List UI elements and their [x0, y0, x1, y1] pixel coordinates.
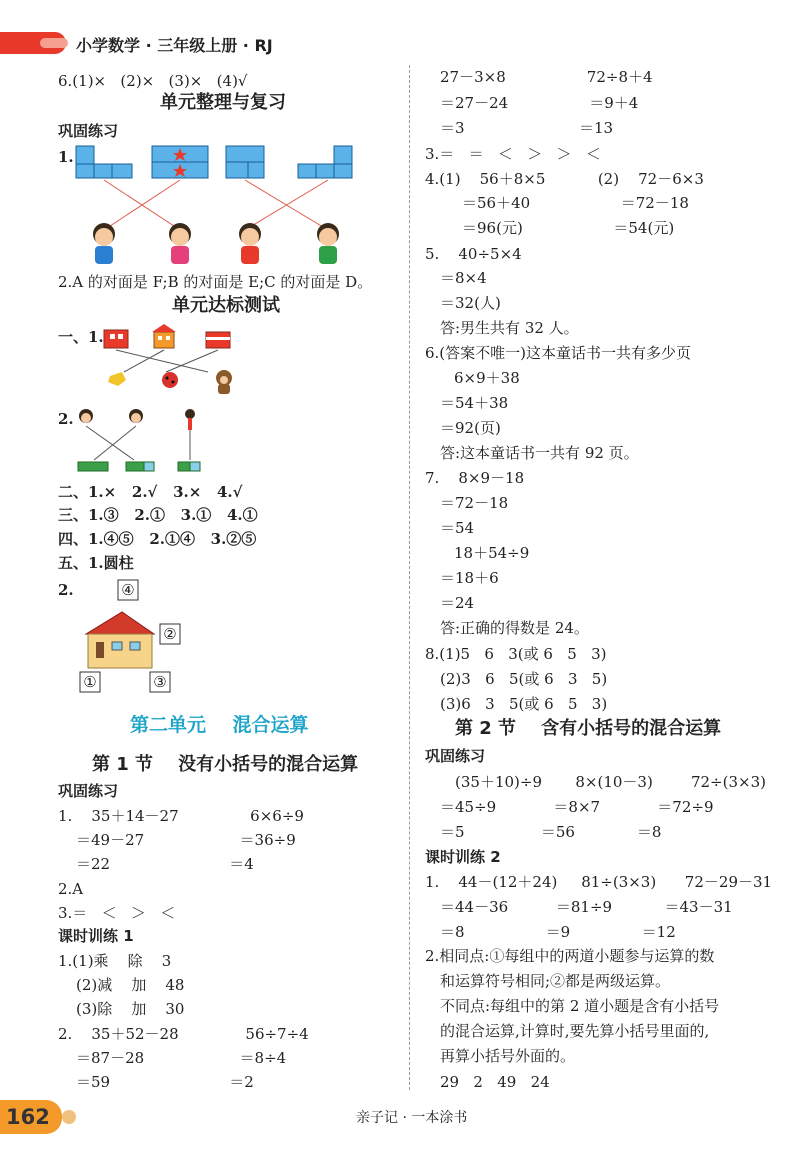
left-line: 巩固练习 [58, 122, 119, 140]
right-line: 答:这本童话书一共有 92 页。 [440, 444, 639, 462]
right-line: 第 2 节 含有小括号的混合运算 [455, 718, 722, 739]
left-line: 1. [58, 148, 74, 166]
right-line: 7. 8×9－18 [425, 469, 525, 487]
face-label-left: ① [83, 673, 97, 691]
page-number-accent [62, 1110, 76, 1124]
left-line: (3)除 加 30 [76, 1000, 185, 1018]
right-line: 6×9＋38 [454, 369, 520, 387]
left-line: 三、1.③ 2.① 3.① 4.① [58, 506, 258, 524]
header-accent-dot [40, 38, 68, 48]
right-line: 5. 40÷5×4 [425, 245, 522, 263]
right-line: 和运算符号相同;②都是两级运算。 [440, 972, 671, 990]
right-line: 27－3×8 72÷8＋4 [440, 68, 653, 86]
left-line: (2)减 加 48 [76, 976, 185, 994]
right-line: 答:男生共有 32 人。 [440, 319, 579, 337]
right-line: 的混合运算,计算时,要先算小括号里面的, [440, 1022, 710, 1040]
right-line: ＝92(页) [440, 419, 501, 437]
left-line: 一、1. [58, 328, 104, 346]
right-line: ＝8×4 [440, 269, 487, 287]
right-line: ＝72－18 [440, 494, 509, 512]
child-figures [93, 223, 339, 264]
figure-unit-test-2 [72, 406, 212, 474]
right-line: ＝54 [440, 519, 475, 537]
figure-unit-test-1 [100, 322, 260, 402]
left-line: 2.A [58, 880, 84, 898]
right-line: ＝18＋6 [440, 569, 499, 587]
left-line: ＝59 ＝2 [76, 1073, 254, 1091]
right-line: ＝5 ＝56 ＝8 [440, 823, 662, 841]
right-line: 答:正确的得数是 24。 [440, 619, 589, 637]
right-line: (35＋10)÷9 8×(10－3) 72÷(3×3) [455, 773, 766, 791]
left-line: 第二单元 混合运算 [130, 714, 309, 736]
left-line: 五、1.圆柱 [58, 554, 134, 572]
face-label-bottom: ③ [153, 673, 167, 691]
left-line: 单元整理与复习 [160, 92, 286, 113]
right-line: ＝45÷9 ＝8×7 ＝72÷9 [440, 798, 714, 816]
left-line: 1. 35＋14－27 6×6÷9 [58, 807, 304, 825]
right-line: 再算小括号外面的。 [440, 1047, 576, 1065]
left-line: 1.(1)乘 除 3 [58, 952, 172, 970]
right-line: ＝24 [440, 594, 475, 612]
right-line: 课时训练 2 [425, 848, 501, 866]
right-line: 18＋54÷9 [454, 544, 530, 562]
right-line: 巩固练习 [425, 747, 486, 765]
right-line: ＝44－36 ＝81÷9 ＝43－31 [440, 898, 733, 916]
left-line: 3.＝ ＜ ＞ ＜ [58, 904, 176, 922]
left-line: 第 1 节 没有小括号的混合运算 [92, 754, 359, 775]
right-line: (2)3 6 5(或 6 3 5) [440, 670, 608, 688]
right-line: 3.＝ ＝ ＜ ＞ ＞ ＜ [425, 145, 601, 163]
face-label-right: ② [163, 625, 177, 643]
right-line: 4.(1) 56＋8×5 (2) 72－6×3 [425, 170, 704, 188]
page-number: 162 [0, 1100, 62, 1134]
left-line: 二、1.× 2.√ 3.× 4.√ [58, 483, 243, 501]
left-line: ＝49－27 ＝36÷9 [76, 831, 296, 849]
right-line: 29 2 49 24 [440, 1073, 550, 1091]
right-line: ＝3 ＝13 [440, 119, 614, 137]
left-line: ＝87－28 ＝8÷4 [76, 1049, 287, 1067]
book-title: 小学数学 · 三年级上册 · RJ [76, 36, 273, 55]
right-line: 不同点:每组中的第 2 道小题是含有小括号 [440, 997, 720, 1015]
right-line: 2.相同点:①每组中的两道小题参与运算的数 [425, 947, 715, 965]
left-line: 课时训练 1 [58, 927, 134, 945]
right-line: ＝54＋38 [440, 394, 509, 412]
right-line: 6.(答案不唯一)这本童话书一共有多少页 [425, 344, 692, 362]
right-line: ＝96(元) ＝54(元) [462, 219, 675, 237]
left-line: 巩固练习 [58, 782, 119, 800]
figure-views-matching [70, 142, 370, 270]
left-line: 2. [58, 410, 74, 428]
right-line: ＝32(人) [440, 294, 501, 312]
left-line: 四、1.④⑤ 2.①④ 3.②⑤ [58, 530, 257, 548]
left-line: 单元达标测试 [172, 295, 280, 316]
footer-brand: 亲子记 · 一本涂书 [356, 1110, 468, 1126]
right-line: ＝56＋40 ＝72－18 [462, 194, 689, 212]
left-line: 2. [58, 581, 74, 599]
left-line: ＝22 ＝4 [76, 855, 254, 873]
right-line: 1. 44－(12＋24) 81÷(3×3) 72－29－31 [425, 873, 773, 891]
column-divider [409, 65, 410, 1090]
left-line: 2. 35＋52－28 56÷7÷4 [58, 1025, 309, 1043]
left-line: 2.A 的对面是 F;B 的对面是 E;C 的对面是 D。 [58, 273, 373, 291]
left-line: 6.(1)× (2)× (3)× (4)√ [58, 72, 248, 90]
face-label-top: ④ [121, 581, 135, 599]
right-line: ＝8 ＝9 ＝12 [440, 923, 676, 941]
right-line: (3)6 3 5(或 6 5 3) [440, 695, 608, 713]
right-line: ＝27－24 ＝9＋4 [440, 94, 639, 112]
right-line: 8.(1)5 6 3(或 6 5 3) [425, 645, 607, 663]
